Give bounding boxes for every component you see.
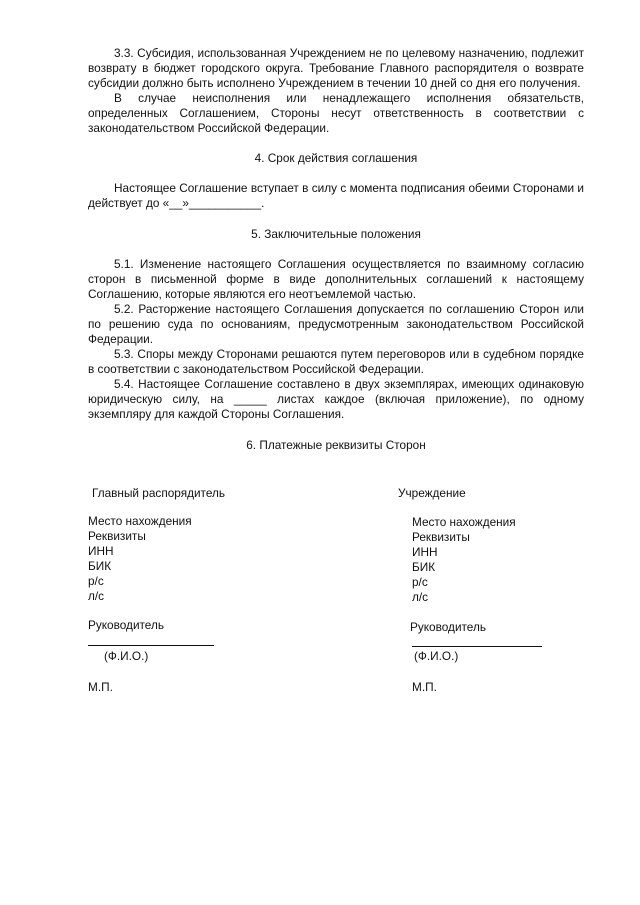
right-field-inn: ИНН [412, 545, 438, 559]
right-stamp: М.П. [412, 680, 437, 694]
section-6-heading: 6. Платежные реквизиты Сторон [246, 438, 426, 452]
left-field-ls: л/с [88, 589, 105, 603]
paragraph-4-term: Настоящее Соглашение вступает в силу с момента подписания обеими Сторонами и действует до «__»___________. [88, 181, 584, 210]
section-4-heading: 4. Срок действия соглашения [254, 151, 418, 165]
left-field-bik: БИК [88, 559, 112, 573]
paragraph-3-liability: В случае неисполнения или ненадлежащего исполнения обязательств, определенных Соглашением, Стороны несут ответственность в соответствии с законодательством Российской Федерации. [88, 91, 584, 135]
right-head-label: Руководитель [410, 620, 486, 634]
right-party-title: Учреждение [398, 486, 466, 500]
paragraph-5-4: 5.4. Настоящее Соглашение составлено в двух экземплярах, имеющих одинаковую юридическую силу, на _____ листах каждое (включая приложение), по одному экземпляру для каждой Стороны Соглашения. [88, 377, 584, 421]
left-party-title: Главный распорядитель [92, 486, 226, 500]
right-signature-line [412, 646, 542, 647]
left-head-label: Руководитель [88, 618, 164, 632]
paragraph-3-3: 3.3. Субсидия, использованная Учреждением не по целевому назначению, подлежит возврату в бюджет городского округа. Требование Главного распорядителя о возврате субсидии должно быть исполнено Учреждением в течении 10 дней со дня его получения. [88, 46, 584, 90]
right-field-ls: л/с [412, 590, 429, 604]
paragraph-5-1: 5.1. Изменение настоящего Соглашения осуществляется по взаимному согласию сторон в письменной форме в виде дополнительных соглашений к настоящему Соглашению, которые являются его неотъемлемой частью. [88, 257, 584, 301]
right-field-location: Место нахождения [412, 515, 516, 529]
right-fio: (Ф.И.О.) [414, 649, 459, 663]
document-body [88, 46, 584, 468]
left-fio: (Ф.И.О.) [104, 649, 149, 663]
left-field-location: Место нахождения [88, 514, 192, 528]
left-signature-line [88, 645, 214, 646]
section-5-heading: 5. Заключительные положения [251, 227, 421, 241]
right-field-bik: БИК [412, 560, 436, 574]
paragraph-5-3: 5.3. Споры между Сторонами решаются путем переговоров или в судебном порядке в соответствии с законодательством Российской Федерации. [88, 347, 584, 376]
left-field-inn: ИНН [88, 544, 114, 558]
left-stamp: М.П. [88, 680, 113, 694]
right-field-rs: р/с [412, 575, 428, 589]
right-field-requisites: Реквизиты [412, 530, 470, 544]
left-field-requisites: Реквизиты [88, 529, 146, 543]
paragraph-5-2: 5.2. Расторжение настоящего Соглашения допускается по соглашению Сторон или по решению суда по основаниям, предусмотренным законодательством Российской Федерации. [88, 302, 584, 346]
left-field-rs: р/с [88, 574, 104, 588]
